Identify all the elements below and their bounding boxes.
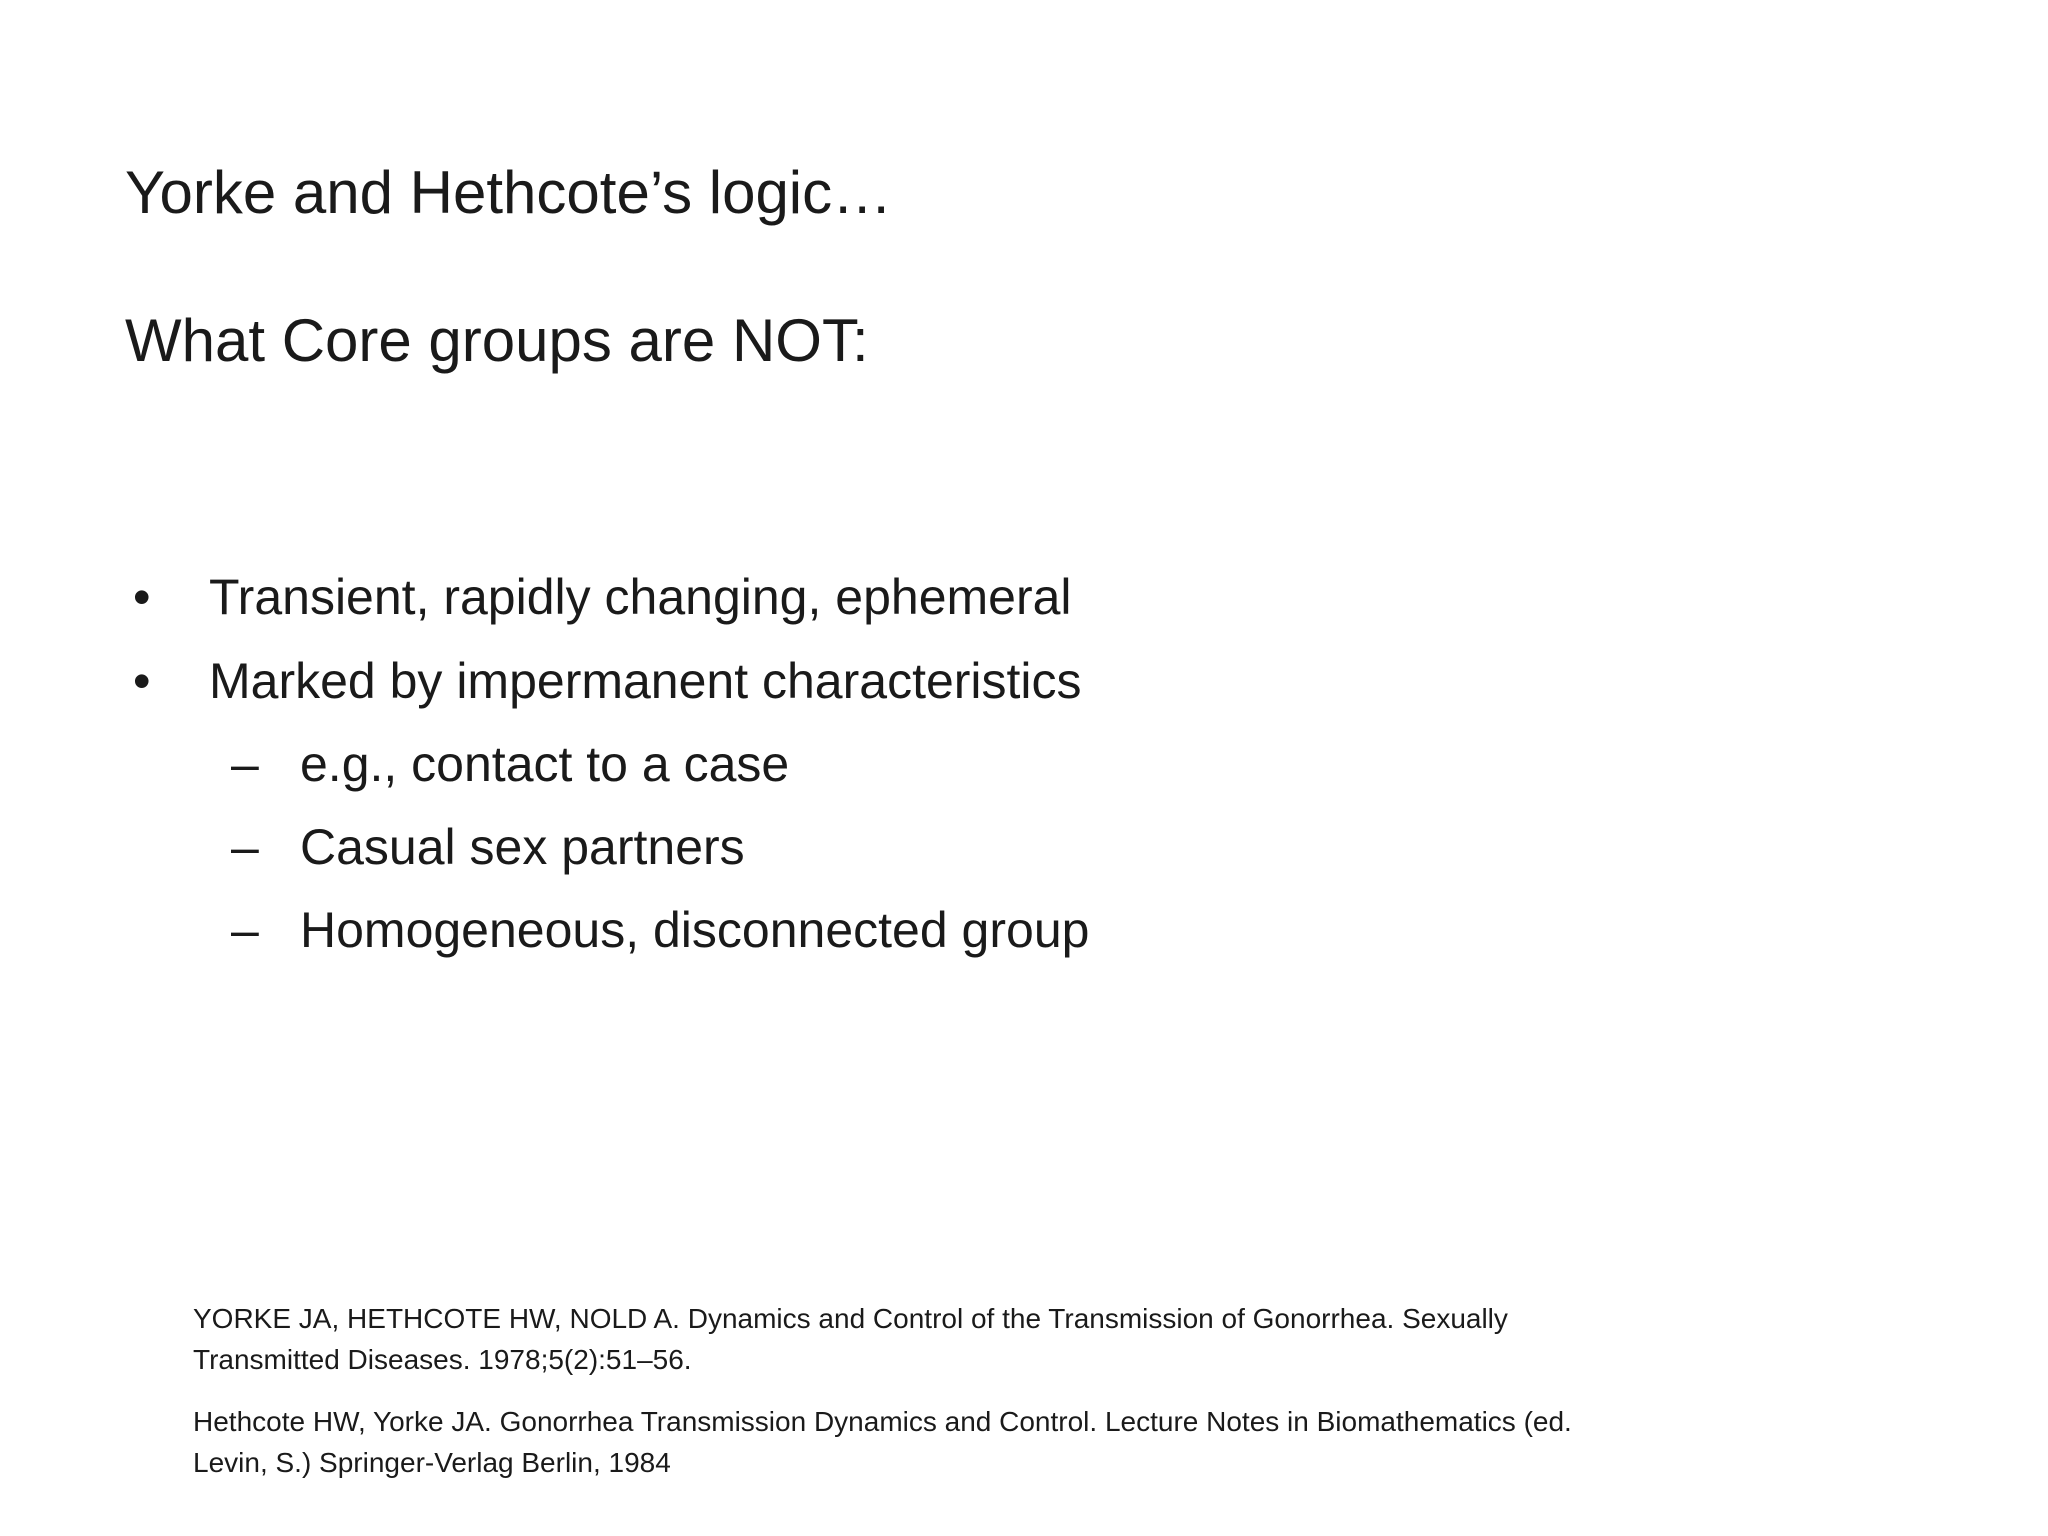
sub-bullet-marker: –	[231, 819, 259, 875]
sub-bullet-text: e.g., contact to a case	[300, 736, 790, 792]
bullet-marker: •	[133, 653, 151, 709]
sub-bullet-text: Casual sex partners	[300, 819, 745, 875]
reference-citation: YORKE JA, HETHCOTE HW, NOLD A. Dynamics and Control of the Transmission of Gonorrhea. Sexually Transmitted Diseases. 1978;5(2):51–56.	[193, 1303, 1508, 1375]
sub-bullet-marker: –	[231, 902, 259, 958]
sub-bullet-marker: –	[231, 736, 259, 792]
bullet-text: Transient, rapidly changing, ephemeral	[209, 569, 1072, 625]
bullet-text: Marked by impermanent characteristics	[209, 653, 1082, 709]
bullet-marker: •	[133, 569, 151, 625]
sub-bullet-text: Homogeneous, disconnected group	[300, 902, 1090, 958]
slide-subtitle: What Core groups are NOT:	[125, 307, 869, 374]
reference-citation: Hethcote HW, Yorke JA. Gonorrhea Transmission Dynamics and Control. Lecture Notes in Biomathematics (ed. Levin, S.) Springer-Verlag Berlin, 1984	[193, 1406, 1572, 1478]
slide-title: Yorke and Hethcote’s logic…	[125, 159, 893, 226]
references	[193, 1298, 1633, 1504]
